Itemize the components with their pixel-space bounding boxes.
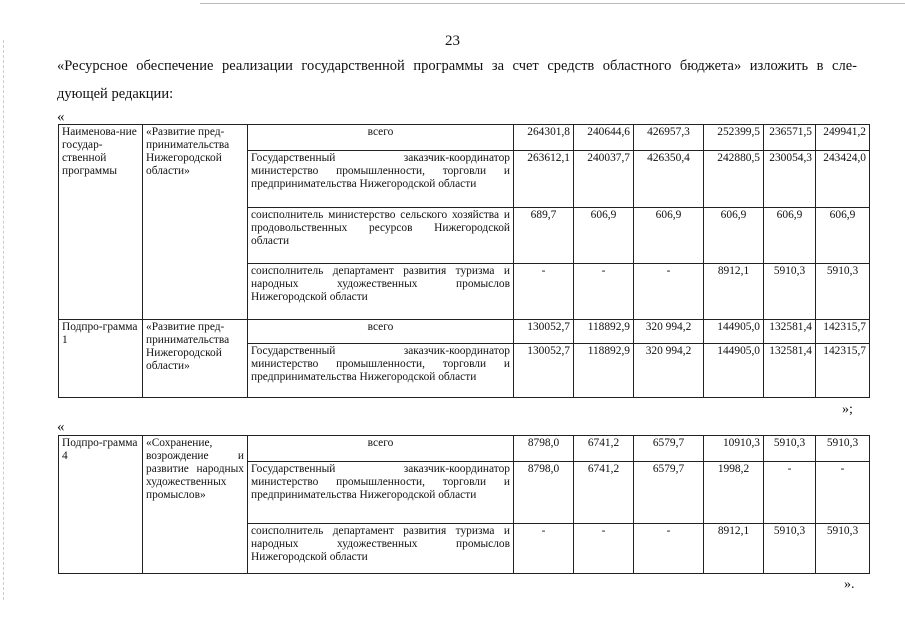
- value-cell: 5910,3: [816, 264, 870, 320]
- value-cell: -: [514, 264, 574, 320]
- value-cell: 8912,1: [704, 264, 764, 320]
- value-cell: -: [634, 524, 704, 574]
- left-scan-edge: [3, 40, 4, 600]
- value-cell: 118892,9: [574, 320, 634, 344]
- row-description: всего: [248, 436, 514, 462]
- value-cell: 240644,6: [574, 125, 634, 151]
- value-cell: 6741,2: [574, 462, 634, 524]
- value-cell: 144905,0: [704, 320, 764, 344]
- row-description: соисполнитель министерство сельского хозяйства и продовольственных ресурсов Нижегородской области: [248, 208, 514, 264]
- value-cell: 249941,2: [816, 125, 870, 151]
- value-cell: 606,9: [634, 208, 704, 264]
- row-description: Государственный заказчик-координатор министерство промышленности, торговли и предпринимательства Нижегородской области: [248, 151, 514, 208]
- value-cell: 263612,1: [514, 151, 574, 208]
- open-quote-mark: «: [57, 419, 65, 435]
- value-cell: 264301,8: [514, 125, 574, 151]
- value-cell: 230054,3: [764, 151, 816, 208]
- value-cell: 5910,3: [816, 436, 870, 462]
- value-cell: 240037,7: [574, 151, 634, 208]
- row-description: соисполнитель департамент развития туризма и народных художественных промыслов Нижегородской области: [248, 264, 514, 320]
- value-cell: 606,9: [764, 208, 816, 264]
- intro-text-line-1: «Ресурсное обеспечение реализации государственной программы за счет средств областного бюджета» изложить в сле-: [57, 58, 857, 74]
- close-quote-semicolon: »;: [842, 402, 853, 417]
- value-cell: 130052,7: [514, 320, 574, 344]
- row-description: Государственный заказчик-координатор министерство промышленности, торговли и предпринимательства Нижегородской области: [248, 462, 514, 524]
- value-cell: 10910,3: [704, 436, 764, 462]
- row-description: всего: [248, 125, 514, 151]
- value-cell: 5910,3: [764, 264, 816, 320]
- value-cell: -: [764, 462, 816, 524]
- value-cell: 6741,2: [574, 436, 634, 462]
- resource-table-2: [58, 435, 870, 574]
- open-quote-mark: «: [57, 109, 65, 125]
- top-scan-rule: [200, 3, 905, 4]
- value-cell: 6579,7: [634, 436, 704, 462]
- value-cell: -: [634, 264, 704, 320]
- program-title-cell: «Сохранение, возрождение и развитие народных художественных промыслов»: [143, 436, 248, 574]
- value-cell: 118892,9: [574, 344, 634, 398]
- value-cell: 5910,3: [816, 524, 870, 574]
- value-cell: -: [816, 462, 870, 524]
- value-cell: 132581,4: [764, 320, 816, 344]
- page-number: 23: [445, 33, 460, 49]
- value-cell: 144905,0: [704, 344, 764, 398]
- value-cell: 320 994,2: [634, 344, 704, 398]
- value-cell: 8912,1: [704, 524, 764, 574]
- value-cell: 132581,4: [764, 344, 816, 398]
- program-title-cell: «Развитие пред-принимательства Нижегородской области»: [143, 320, 248, 398]
- value-cell: 142315,7: [816, 320, 870, 344]
- value-cell: 6579,7: [634, 462, 704, 524]
- value-cell: 236571,5: [764, 125, 816, 151]
- value-cell: 242880,5: [704, 151, 764, 208]
- value-cell: 426350,4: [634, 151, 704, 208]
- program-name-cell: Наименова-ние государ-ственной программы: [59, 125, 143, 320]
- value-cell: 252399,5: [704, 125, 764, 151]
- value-cell: -: [514, 524, 574, 574]
- value-cell: -: [574, 524, 634, 574]
- value-cell: 130052,7: [514, 344, 574, 398]
- close-quote-period: ».: [844, 577, 855, 592]
- value-cell: 689,7: [514, 208, 574, 264]
- table-row: [59, 320, 870, 344]
- program-name-cell: Подпро-грамма 1: [59, 320, 143, 398]
- value-cell: 243424,0: [816, 151, 870, 208]
- program-name-cell: Подпро-грамма 4: [59, 436, 143, 574]
- resource-table-1: [58, 124, 870, 398]
- value-cell: 142315,7: [816, 344, 870, 398]
- program-title-cell: «Развитие пред-принимательства Нижегородской области»: [143, 125, 248, 320]
- value-cell: 5910,3: [764, 524, 816, 574]
- value-cell: 8798,0: [514, 462, 574, 524]
- value-cell: 8798,0: [514, 436, 574, 462]
- value-cell: 606,9: [816, 208, 870, 264]
- value-cell: -: [574, 264, 634, 320]
- table-row: [59, 436, 870, 462]
- row-description: соисполнитель департамент развития туризма и народных художественных промыслов Нижегородской области: [248, 524, 514, 574]
- table-row: [59, 125, 870, 151]
- row-description: Государственный заказчик-координатор министерство промышленности, торговли и предпринимательства Нижегородской области: [248, 344, 514, 398]
- row-description: всего: [248, 320, 514, 344]
- intro-text-line-2: дующей редакции:: [57, 86, 174, 102]
- value-cell: 606,9: [574, 208, 634, 264]
- value-cell: 320 994,2: [634, 320, 704, 344]
- value-cell: 426957,3: [634, 125, 704, 151]
- value-cell: 1998,2: [704, 462, 764, 524]
- value-cell: 5910,3: [764, 436, 816, 462]
- value-cell: 606,9: [704, 208, 764, 264]
